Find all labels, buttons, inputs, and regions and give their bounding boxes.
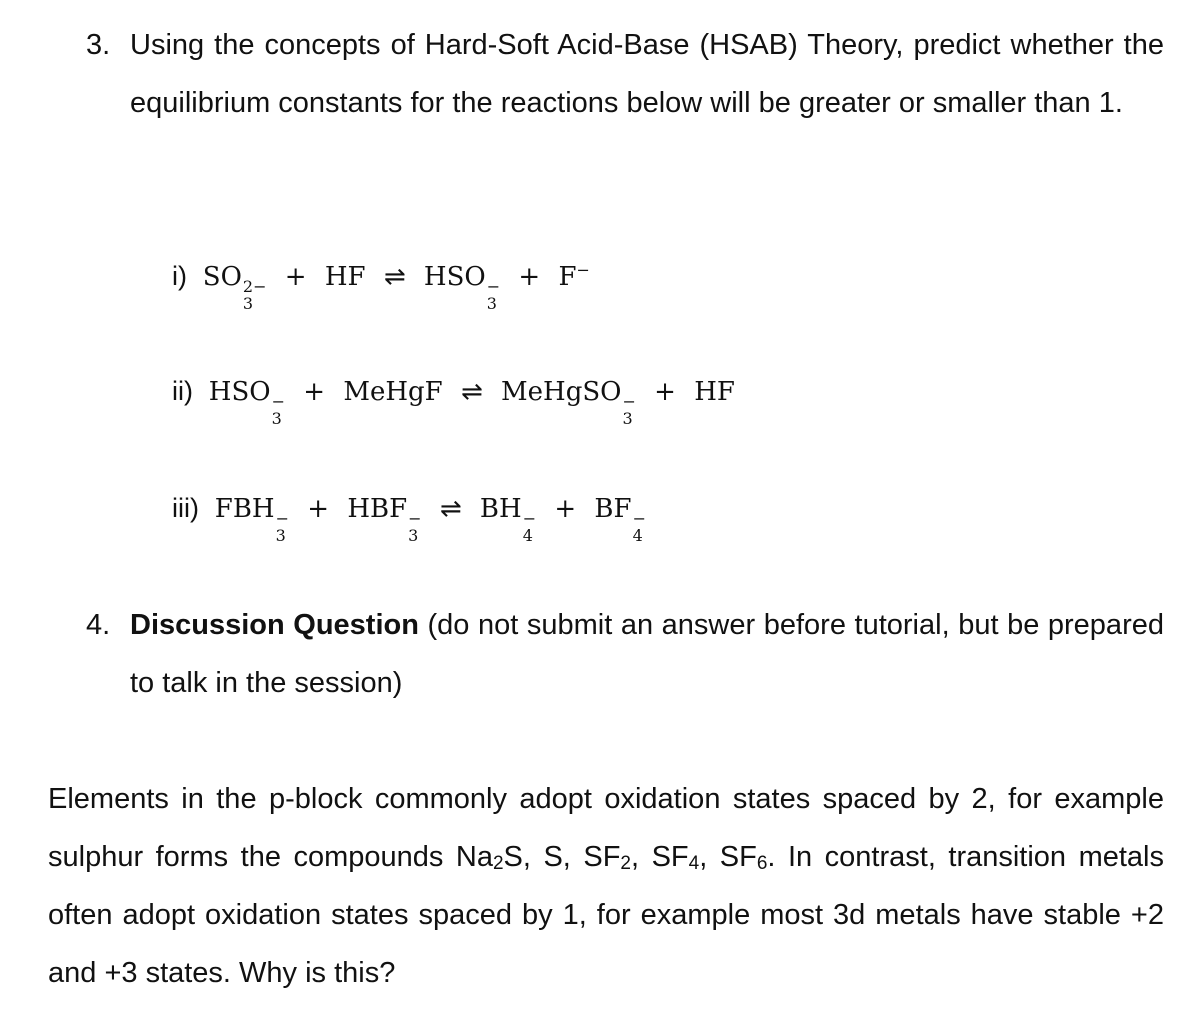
equilibrium-arrow-icon: ⇌ (460, 377, 483, 407)
subscript: 4 (688, 852, 700, 874)
equilibrium-arrow-icon: ⇌ (439, 494, 462, 524)
question-4-instructions: (do not submit an answer before tutorial, but be prepared to talk in the session) (130, 609, 1164, 699)
question-4 (86, 596, 1164, 712)
question-3-number: 3. (86, 29, 111, 61)
equation-body (208, 377, 735, 429)
plus-sign: + (554, 494, 577, 524)
species-fluoride: F− (558, 260, 590, 292)
species-mehgso3: MeHgSO − 3 (501, 377, 636, 429)
discussion-paragraph: Elements in the p-block commonly adopt oxidation states spaced by 2, for example sulphur forms the compounds $Na_2S$, S, $SF_2$, $SF_4$, $SF_6$. In contrast, transition metals often adopt oxidation states spaced by 1, for example most 3d metals have stable +2 and +3 states. Why is this? (48, 783, 1164, 989)
subscript: 2 (620, 852, 631, 874)
question-4-title: Discussion Question (130, 609, 419, 641)
equilibrium-arrow-icon: ⇌ (383, 262, 406, 292)
equation-i (172, 258, 590, 312)
subscript: 6 (756, 852, 768, 874)
equation-iii (172, 490, 646, 544)
species-bh4: BH − 4 (479, 494, 537, 546)
species-bf4: BF − 4 (594, 494, 646, 546)
plus-sign: + (284, 262, 307, 292)
plus-sign: + (654, 377, 676, 407)
species-hbf3: HBF − 3 (347, 494, 422, 546)
species-mehgf: MeHgF (343, 377, 443, 407)
subscript: 2 (492, 852, 504, 874)
equation-label: iii) (172, 493, 199, 523)
equation-body (214, 494, 646, 546)
species-bisulfite: HSO − 3 (423, 262, 501, 314)
equation-label: i) (172, 261, 187, 291)
plus-sign: + (307, 494, 330, 524)
question-3 (86, 16, 1164, 132)
question-4-number: 4. (86, 609, 111, 641)
species-hf: HF (694, 377, 735, 407)
species-hf: HF (324, 262, 366, 292)
equation-ii (172, 373, 735, 427)
species-bisulfite: HSO − 3 (208, 377, 285, 429)
species-fbh3: FBH − 3 (214, 494, 290, 546)
question-3-text: Using the concepts of Hard-Soft Acid-Base (HSAB) Theory, predict whether the equilibrium constants for the reactions below will be greater or smaller than 1. (130, 29, 1164, 119)
plus-sign: + (303, 377, 326, 407)
question-4-text (130, 596, 1164, 712)
equation-body (202, 260, 590, 314)
equation-label: ii) (172, 376, 193, 406)
plus-sign: + (518, 262, 541, 292)
species-sulfite: SO 2− 3 (202, 262, 267, 314)
